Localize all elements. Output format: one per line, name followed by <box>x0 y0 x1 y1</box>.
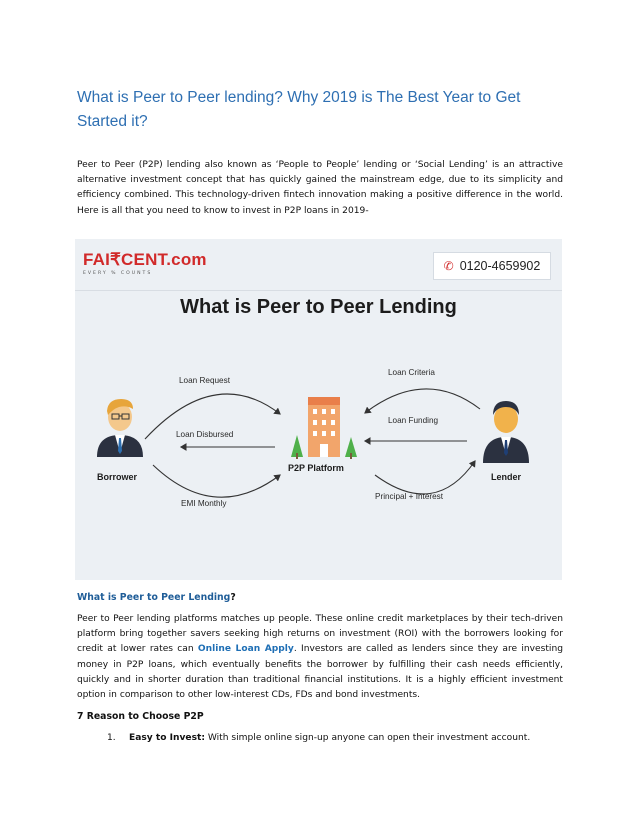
label-loan-criteria: Loan Criteria <box>388 368 435 377</box>
question-link[interactable]: What is Peer to Peer Lending <box>77 592 231 603</box>
infographic-banner <box>75 239 562 580</box>
section-question <box>77 592 236 603</box>
arrow-loan-criteria <box>365 389 480 413</box>
faircent-logo: FAI₹CENT.com <box>83 250 207 269</box>
list-item <box>107 733 530 743</box>
paragraph-text-end: . Investors are called as lenders since they are investing money in P2P loans, which eventually benefits the borrower by fulfilling their cash needs efficiently, quickly and in shorter duration than traditional financial institutions. It is a highly efficient investment option in comparison to other low-interest CDs, FDs and bond investments. <box>77 644 563 701</box>
label-emi-monthly: EMI Monthly <box>181 499 227 508</box>
lender-icon <box>483 401 529 463</box>
intro-paragraph: Peer to Peer (P2P) lending also known as ‘People to People’ lending or ‘Social Lending’ is an attractive alternative investment concept that has quickly gained the mainstream edge, due to its simplicity and efficiency combined. This technology-driven fintech innovation making a positive difference in the world. Here is all that you need to know to invest in P2P loans in 2019- <box>77 160 563 216</box>
online-loan-apply-link[interactable]: Online Loan Apply <box>197 644 294 655</box>
paragraph-text-start: Peer to Peer lending platforms matches up people. These online credit marketplaces by their tech-driven platform bring together savers seeking high returns on investment (ROI) with the borrowers looking for credit at lower rates can <box>77 614 563 655</box>
flow-diagram <box>75 239 562 580</box>
label-loan-request: Loan Request <box>179 376 230 385</box>
banner-headline: What is Peer to Peer Lending <box>180 296 457 318</box>
arrow-principal-interest <box>375 461 475 494</box>
article-title: What is Peer to Peer lending? Why 2019 is The Best Year to Get Started it? <box>77 89 521 130</box>
label-lender: Lender <box>491 472 522 482</box>
label-loan-disbursed: Loan Disbursed <box>176 430 234 439</box>
question-mark: ? <box>230 592 236 603</box>
logo-tagline: EVERY % COUNTS <box>83 271 153 276</box>
platform-building-icon <box>291 397 357 459</box>
borrower-icon <box>97 399 143 457</box>
arrow-emi-monthly <box>153 465 280 497</box>
label-loan-funding: Loan Funding <box>388 416 439 425</box>
label-borrower: Borrower <box>97 472 138 482</box>
list-item-bold: Easy to Invest: <box>129 733 205 743</box>
list-number: 1. <box>107 733 116 743</box>
label-p2p-platform: P2P Platform <box>288 463 344 473</box>
label-principal-interest: Principal + Interest <box>375 492 444 501</box>
phone-number: 0120-4659902 <box>459 259 541 273</box>
phone-icon: ✆ <box>443 259 454 273</box>
reasons-heading: 7 Reason to Choose P2P <box>77 711 204 722</box>
list-item-text: With simple online sign-up anyone can open their investment account. <box>204 733 531 743</box>
section-paragraph <box>77 612 563 703</box>
